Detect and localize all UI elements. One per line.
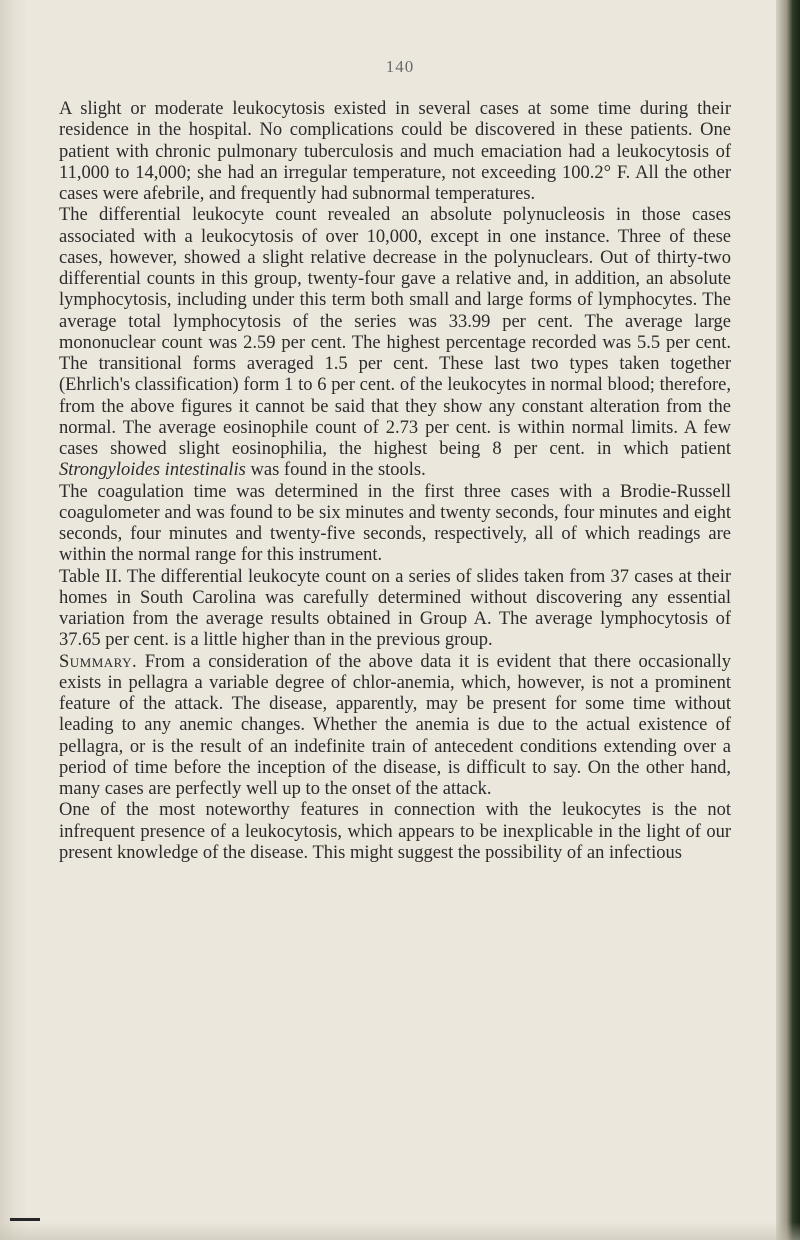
scan-bottom-shadow [0,1222,800,1240]
scan-left-edge [0,0,28,1240]
paragraph-noteworthy: One of the most noteworthy features in connection with the leukocytes is the not infrequent presence of a leukocytosis, which appears to be inexplicable in the light of our present knowledge of the disease. This might suggest the possibility of an infectious [59,800,731,863]
page-number: 140 [385,57,415,76]
paragraph-differential-count-end: was found in the stools. [245,460,426,481]
paragraph-summary [59,652,731,801]
body-text [59,99,731,864]
paragraph-coagulation: The coagulation time was determined in the first three cases with a Brodie-Russell coagulometer and was found to be six minutes and twenty seconds, four minutes and eight seconds, four minutes and twenty-five seconds, respectively, all of which readings are within the normal range for this instrument. [59,481,731,566]
summary-heading: Summary. [59,651,138,672]
paragraph-table-ii: Table II. The differential leukocyte count on a series of slides taken from 37 cases at their homes in South Carolina was carefully determined without discovering any essential variation from the average results obtained in Group A. The average lymphocytosis of 37.65 per cent. is a little higher than in the previous group. [59,566,731,651]
paragraph-differential-count [59,205,731,481]
scan-right-edge [776,0,800,1240]
summary-text: From a consideration of the above data it is evident that there occasionally exists in pellagra a variable degree of chlor-anemia, which, however, is not a prominent feature of the attack. The disease, apparently, may be present for some time without leading to any anemic changes. Whether the anemia is due to the actual existence of pellagra, or is the result of an indefinite train of antecedent conditions extending over a period of time before the inception of the disease, is difficult to say. On the other hand, many cases are perfectly well up to the onset of the attack. [59,651,731,799]
paragraph-leukocytosis: A slight or moderate leukocytosis existed in several cases at some time during their residence in the hospital. No complications could be discovered in these patients. One patient with chronic pulmonary tuberculosis and much emaciation had a leukocytosis of 11,000 to 14,000; she had an irregular temperature, not exceeding 100.2° F. All the other cases were afebrile, and frequently had subnormal temperatures. [59,99,731,204]
bottom-left-mark [10,1218,40,1221]
species-name: Strongyloides intestinalis [59,460,246,481]
paragraph-differential-count-text: The differential leukocyte count revealed an absolute polynucleosis in those cases associated with a leukocytosis of over 10,000, except in one instance. Three of these cases, however, showed a slight relative decrease in the polynuclears. Out of thirty-two differential counts in this group, twenty-four gave a relative and, in addition, an absolute lymphocytosis, including under this term both small and large forms of lymphocytes. The average total lymphocytosis of the series was 33.99 per cent. The average large mononuclear count was 2.59 per cent. The highest percentage recorded was 5.5 per cent. The transitional forms averaged 1.5 per cent. These last two types taken together (Ehrlich's classification) form 1 to 6 per cent. of the leukocytes in normal blood; therefore, from the above figures it cannot be said that they show any constant alteration from the normal. The average eosinophile count of 2.73 per cent. is within normal limits. A few cases showed slight eosinophilia, the highest being 8 per cent. in which patient [59,205,731,459]
